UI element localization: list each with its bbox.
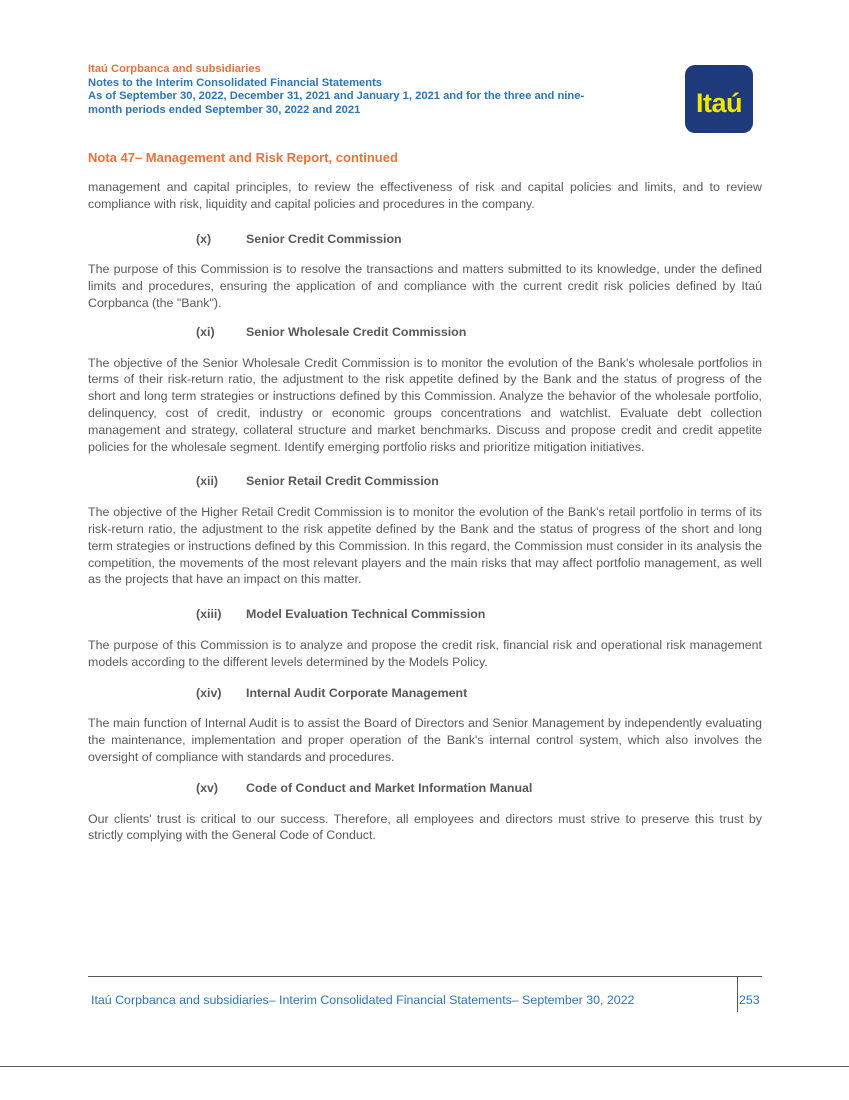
section-number: (xiii) bbox=[196, 607, 222, 622]
section-title: Senior Wholesale Credit Commission bbox=[246, 324, 467, 339]
section-body-x: The purpose of this Commission is to resolve the transactions and matters submitted to its knowledge, under the defined limits and procedures, ensuring the application of and compliance with the current credit risk policies defined by Itaú Corpbanca (the "Bank"). bbox=[88, 262, 762, 310]
section-title: Senior Retail Credit Commission bbox=[246, 474, 439, 489]
section-heading-xiv bbox=[88, 685, 762, 702]
section-heading-xiii bbox=[88, 606, 762, 623]
header-period-line-1: As of September 30, 2022, December 31, 2021 and January 1, 2021 and for the three and nine- bbox=[88, 90, 585, 103]
note-title: Nota 47– Management and Risk Report, continued bbox=[88, 150, 398, 165]
intro-paragraph: management and capital principles, to review the effectiveness of risk and capital policies and limits, and to review compliance with risk, liquidity and capital policies and procedures in the company. bbox=[88, 180, 762, 211]
section-body-xv: Our clients' trust is critical to our success. Therefore, all employees and directors must strive to preserve this trust by strictly complying with the General Code of Conduct. bbox=[88, 811, 762, 843]
footer-page-separator bbox=[737, 976, 738, 1012]
section-body-xi: The objective of the Senior Wholesale Credit Commission is to monitor the evolution of the Bank's wholesale portfolios in terms of their risk-return ratio, the adjustment to the risk appetite defined by the Bank and the status of progress of the short and long term strategies or instructions defined by this Commission. Analyze the behavior of the wholesale portfolio, delinquency, cost of credit, industry or economic groups concentrations and watchlist. Evaluate debt collection management and strategy, collateral structure and market benchmarks. Discuss and propose credit and credit appetite policies for the wholesale segment. Identify emerging portfolio risks and prioritize mitigation initiatives. bbox=[88, 355, 762, 454]
section-number: (xiv) bbox=[196, 685, 222, 700]
section-title: Code of Conduct and Market Information Manual bbox=[246, 780, 533, 795]
section-number: (xii) bbox=[196, 474, 219, 489]
page-break-divider bbox=[0, 1066, 849, 1067]
header-organization: Itaú Corpbanca and subsidiaries bbox=[88, 63, 261, 75]
section-body-xiii: The purpose of this Commission is to analyze and propose the credit risk, financial risk and operational risk management models according to the different levels determined by the Models Policy. bbox=[88, 637, 762, 669]
footer-divider bbox=[88, 976, 762, 977]
section-heading-x bbox=[88, 231, 762, 248]
itau-logo bbox=[685, 65, 753, 133]
section-body-xii: The objective of the Higher Retail Credit Commission is to monitor the evolution of the Bank's retail portfolio in terms of its risk-return ratio, the adjustment to the risk appetite defined by the Bank and the status of progress of the short and long term strategies or instructions defined by this Commission. In this regard, the Commission must consider in its analysis the competition, the movements of the most relevant players and the main risks that may affect portfolio management, as well as the projects that have an impact on this matter. bbox=[88, 505, 762, 587]
section-number: (xv) bbox=[196, 780, 219, 795]
section-title: Model Evaluation Technical Commission bbox=[246, 607, 486, 622]
document-body bbox=[88, 179, 762, 844]
section-number: (xi) bbox=[196, 324, 215, 339]
footer-text: Itaú Corpbanca and subsidiaries– Interim Consolidated Financial Statements– September 30, 2022 bbox=[91, 993, 635, 1007]
page-number: 253 bbox=[739, 993, 760, 1007]
section-heading-xv bbox=[88, 780, 762, 797]
document-header bbox=[88, 63, 658, 117]
section-number: (x) bbox=[196, 231, 212, 246]
section-heading-xi bbox=[88, 324, 762, 341]
header-subtitle: Notes to the Interim Consolidated Financial Statements bbox=[88, 76, 383, 89]
section-title: Internal Audit Corporate Management bbox=[246, 685, 468, 700]
section-heading-xii bbox=[88, 473, 762, 490]
section-title: Senior Credit Commission bbox=[246, 231, 402, 246]
logo-text: Itaú bbox=[695, 87, 742, 118]
section-body-xiv: The main function of Internal Audit is to assist the Board of Directors and Senior Management by independently evaluating the maintenance, implementation and proper operation of the Bank's internal control system, which also involves the oversight of compliance with standards and procedures. bbox=[88, 716, 762, 764]
header-period-line-2: month periods ended September 30, 2022 and 2021 bbox=[88, 103, 361, 116]
